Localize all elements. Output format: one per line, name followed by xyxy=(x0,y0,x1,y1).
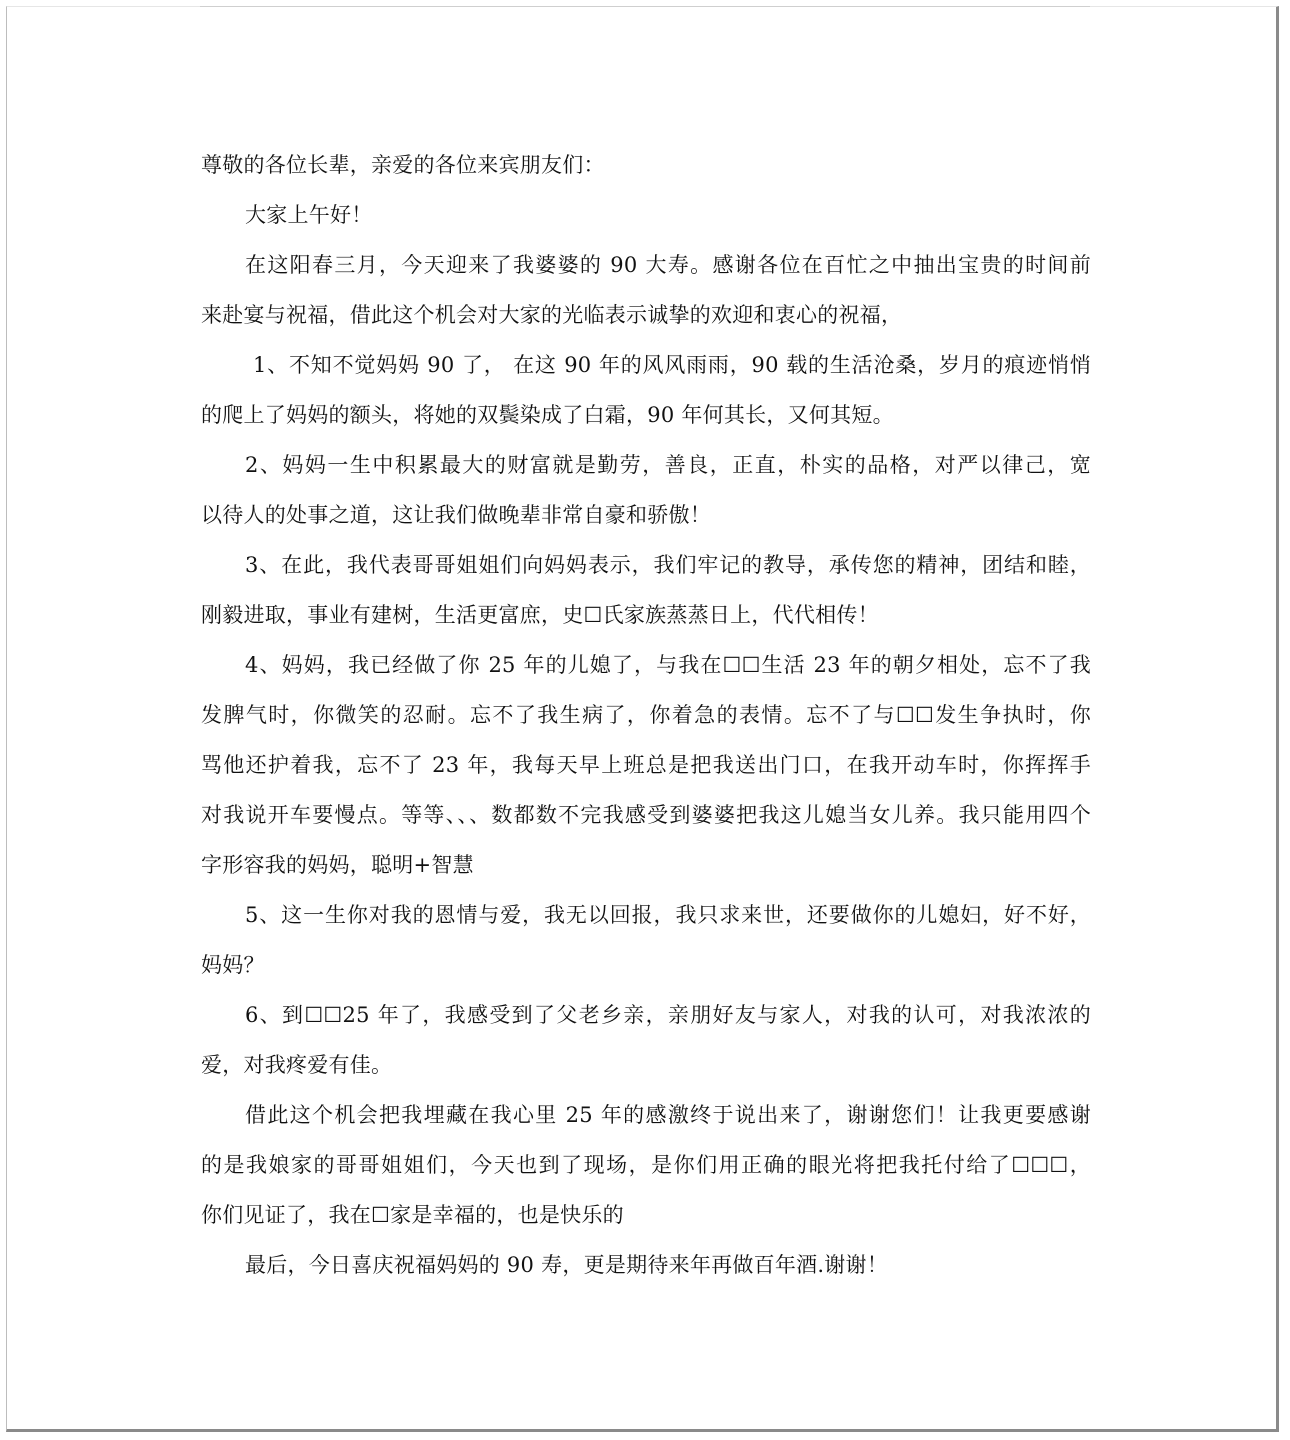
text-line: 对我说开车要慢点。等等、、、数都数不完我感受到婆婆把我这儿媳当女儿养。我只能用四个 xyxy=(201,803,1091,827)
text-line: 借此这个机会把我埋藏在我心里 25 年的感激终于说出来了，谢谢您们！让我更要感谢 xyxy=(245,1103,1091,1127)
text-line: 你们见证了，我在☐家是幸福的，也是快乐的 xyxy=(201,1203,624,1227)
text-line: 1、不知不觉妈妈 90 了， 在这 90 年的风风雨雨，90 载的生活沧桑，岁月的痕迹悄悄 xyxy=(253,353,1091,377)
text-line: 刚毅进取，事业有建树，生活更富庶，史☐氏家族蒸蒸日上，代代相传！ xyxy=(201,603,879,627)
text-line: 骂他还护着我，忘不了 23 年，我每天早上班总是把我送出门口，在我开动车时，你挥挥手 xyxy=(201,753,1091,777)
text-line: 5、这一生你对我的恩情与爱，我无以回报，我只求来世，还要做你的儿媳妇，好不好， xyxy=(245,903,1091,927)
text-line: 发脾气时，你微笑的忍耐。忘不了我生病了，你着急的表情。忘不了与☐☐发生争执时，你 xyxy=(201,703,1091,727)
text-line: 2、妈妈一生中积累最大的财富就是勤劳，善良，正直，朴实的品格，对严以律己，宽 xyxy=(245,453,1091,477)
document-body xyxy=(201,140,1091,1290)
text-line: 最后，今日喜庆祝福妈妈的 90 寿，更是期待来年再做百年酒.谢谢！ xyxy=(245,1253,888,1277)
text-line: 6、到☐☐25 年了，我感受到了父老乡亲，亲朋好友与家人，对我的认可，对我浓浓的 xyxy=(245,1003,1091,1027)
text-line: 的是我娘家的哥哥姐姐们，今天也到了现场，是你们用正确的眼光将把我托付给了☐☐☐， xyxy=(201,1153,1091,1177)
text-line: 3、在此，我代表哥哥姐姐们向妈妈表示，我们牢记的教导，承传您的精神，团结和睦， xyxy=(245,553,1091,577)
text-line: 以待人的处事之道，这让我们做晚辈非常自豪和骄傲！ xyxy=(201,503,711,527)
text-line: 大家上午好！ xyxy=(245,203,373,227)
text-line: 尊敬的各位长辈，亲爱的各位来宾朋友们： xyxy=(201,153,605,177)
text-line: 来赴宴与祝福，借此这个机会对大家的光临表示诚挚的欢迎和衷心的祝福， xyxy=(201,303,903,327)
text-line: 爱，对我疼爱有佳。 xyxy=(201,1053,393,1077)
header-rule xyxy=(200,6,1090,7)
text-line: 的爬上了妈妈的额头，将她的双鬓染成了白霜，90 年何其长，又何其短。 xyxy=(201,403,894,427)
text-line: 4、妈妈，我已经做了你 25 年的儿媳了，与我在☐☐生活 23 年的朝夕相处，忘不了我 xyxy=(245,653,1091,677)
text-line: 字形容我的妈妈，聪明+智慧 xyxy=(201,853,474,877)
text-line: 妈妈？ xyxy=(201,953,265,977)
text-line: 在这阳春三月，今天迎来了我婆婆的 90 大寿。感谢各位在百忙之中抽出宝贵的时间前 xyxy=(245,253,1091,277)
